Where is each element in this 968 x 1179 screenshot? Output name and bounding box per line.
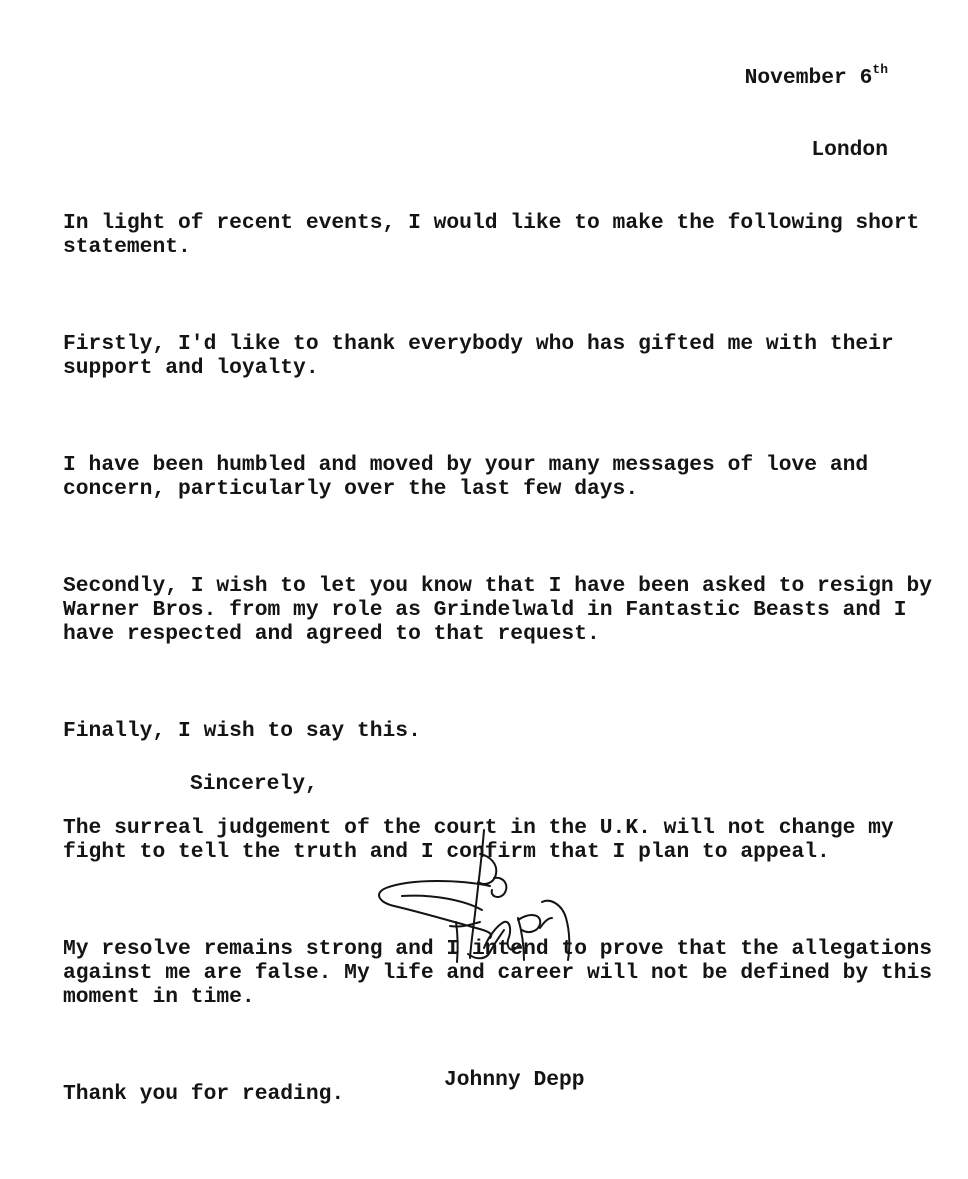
letter-body [63, 163, 933, 1179]
date-text: November 6 [744, 66, 873, 90]
paragraph-line: Warner Bros. from my role as Grindelwald in Fantastic Beasts and I [63, 598, 907, 622]
date-ordinal-suffix: th [872, 61, 888, 77]
paragraph [63, 719, 893, 743]
paragraph-line: In light of recent events, I would like to make the following short [63, 211, 920, 235]
closing-salutation: Sincerely, [190, 772, 318, 796]
paragraph [63, 332, 893, 380]
paragraph-line: Finally, I wish to say this. [63, 719, 421, 743]
paragraph-line: support and loyalty. [63, 356, 319, 380]
date-line [744, 61, 888, 90]
paragraph [63, 574, 933, 646]
paragraph-line: against me are false. My life and career will not be defined by this [63, 961, 933, 985]
handwritten-signature [372, 826, 582, 971]
place-line: London [811, 138, 888, 162]
paragraph-line: moment in time. [63, 985, 255, 1009]
paragraph-line: I have been humbled and moved by your many messages of love and [63, 453, 869, 477]
paragraph-line: My resolve remains strong and I intend to prove that the allegations [63, 937, 933, 961]
paragraph-line: fight to tell the truth and I confirm that I plan to appeal. [63, 840, 830, 864]
paragraph-line: The surreal judgement of the court in the U.K. will not change my [63, 816, 894, 840]
paragraph [63, 211, 920, 259]
paragraph-line: Firstly, I'd like to thank everybody who has gifted me with their [63, 332, 894, 356]
paragraph-line: Thank you for reading. [63, 1082, 345, 1106]
signer-name: Johnny Depp [444, 1068, 585, 1092]
paragraph-line: statement. [63, 235, 191, 259]
paragraph-line: have respected and agreed to that request. [63, 622, 600, 646]
paragraph [63, 453, 893, 501]
signature-drawing [372, 826, 582, 971]
paragraph-line: concern, particularly over the last few days. [63, 477, 639, 501]
paragraph-line: Secondly, I wish to let you know that I have been asked to resign by [63, 574, 933, 598]
